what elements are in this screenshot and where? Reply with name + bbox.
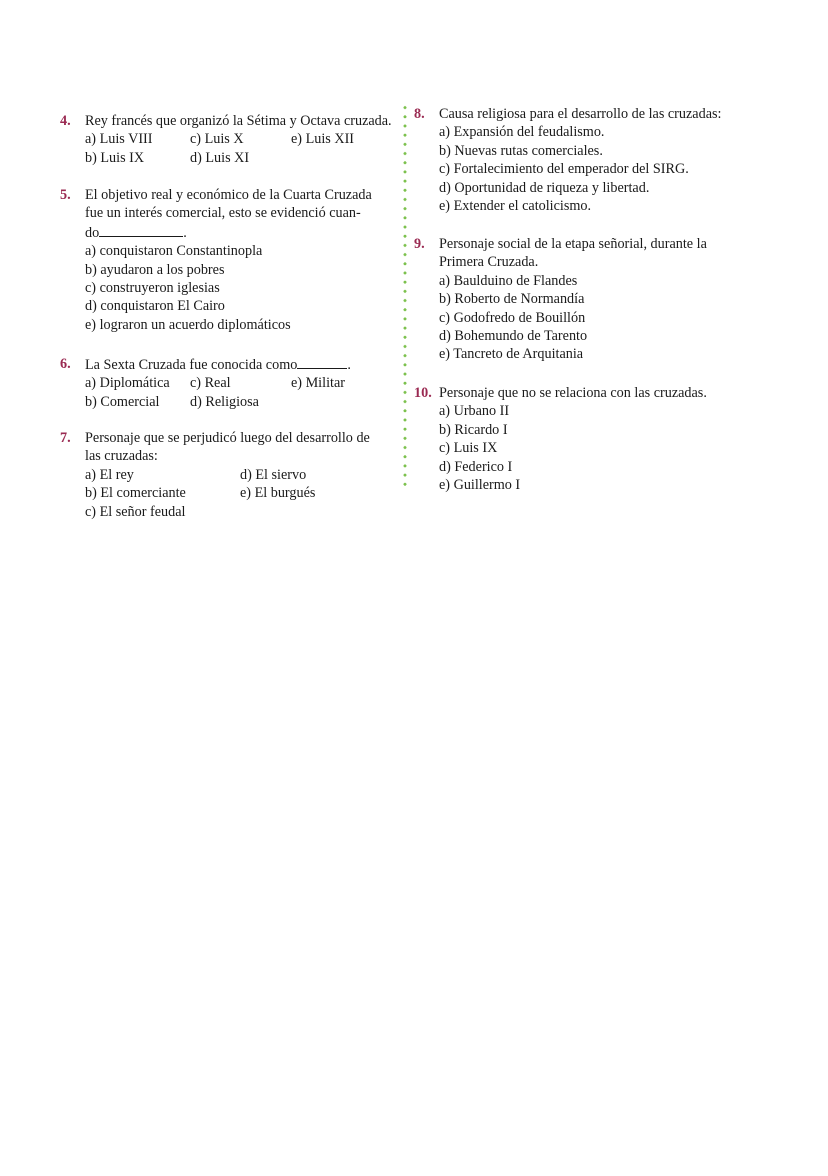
question-4-options (60, 130, 393, 167)
question-10-option-c[interactable]: c) Luis IX (439, 440, 498, 457)
question-9-option-a[interactable]: a) Baulduino de Flandes (439, 272, 578, 289)
question-7-line-2: las cruzadas: (85, 448, 158, 465)
question-5-number: 5. (60, 187, 71, 203)
column-divider (403, 103, 407, 488)
question-8-option-a[interactable]: a) Expansión del feudalismo. (439, 124, 605, 141)
question-5 (60, 186, 395, 334)
question-6-answer-blank[interactable] (297, 355, 347, 369)
question-9-option-b[interactable]: b) Roberto de Normandía (439, 291, 585, 308)
question-9 (414, 235, 748, 364)
question-5-answer-blank[interactable] (99, 223, 183, 237)
question-8-options (414, 123, 754, 215)
question-4-text: Rey francés que organizó la Sétima y Octava cruzada. (85, 113, 392, 129)
question-8 (414, 105, 754, 215)
question-9-line-2: Primera Cruzada. (439, 254, 539, 271)
question-5-stem (60, 186, 395, 242)
question-6-option-a[interactable]: a) Diplomática (85, 375, 170, 392)
question-7-option-a[interactable]: a) El rey (85, 466, 134, 483)
question-8-number: 8. (414, 106, 425, 122)
question-6-option-e[interactable]: e) Militar (291, 375, 345, 392)
question-6-stem (60, 355, 393, 374)
question-10-stem (414, 384, 754, 402)
question-9-option-e[interactable]: e) Tancreto de Arquitania (439, 346, 584, 363)
question-7-number: 7. (60, 430, 71, 446)
question-8-option-e[interactable]: e) Extender el catolicismo. (439, 198, 592, 215)
question-6 (60, 355, 393, 411)
question-6-text-end: . (347, 357, 351, 373)
question-4-number: 4. (60, 113, 71, 129)
question-9-option-c[interactable]: c) Godofredo de Bouillón (439, 309, 586, 326)
question-10-text: Personaje que no se relaciona con las cruzadas. (439, 385, 707, 401)
question-10-option-d[interactable]: d) Federico I (439, 458, 513, 475)
question-4-option-c[interactable]: c) Luis X (190, 131, 244, 148)
question-5-option-d[interactable]: d) conquistaron El Cairo (85, 298, 225, 315)
question-7-option-d[interactable]: d) El siervo (240, 466, 307, 483)
question-5-line-3-start: do (85, 224, 100, 241)
question-5-line-3 (85, 223, 395, 242)
question-5-option-c[interactable]: c) construyeron iglesias (85, 280, 220, 297)
question-5-line-3-end: . (183, 224, 187, 241)
question-4-option-b[interactable]: b) Luis IX (85, 149, 145, 166)
question-9-line-1: Personaje social de la etapa señorial, durante la (439, 236, 707, 252)
question-10 (414, 384, 754, 494)
question-4-option-a[interactable]: a) Luis VIII (85, 131, 153, 148)
question-5-line-1: El objetivo real y económico de la Cuarta Cruzada (85, 187, 372, 203)
question-8-option-c[interactable]: c) Fortalecimiento del emperador del SIRG. (439, 161, 689, 178)
question-4 (60, 112, 393, 167)
question-8-text: Causa religiosa para el desarrollo de las cruzadas: (439, 106, 722, 122)
question-6-number: 6. (60, 356, 71, 372)
question-6-text-start: La Sexta Cruzada fue conocida como (85, 357, 298, 373)
question-10-option-e[interactable]: e) Guillermo I (439, 477, 521, 494)
question-6-options (60, 374, 393, 411)
question-8-stem (414, 105, 754, 123)
question-8-option-d[interactable]: d) Oportunidad de riqueza y libertad. (439, 179, 650, 196)
question-5-line-2: fue un interés comercial, esto se evidenció cuan- (85, 205, 361, 222)
question-7 (60, 429, 395, 521)
question-6-option-c[interactable]: c) Real (190, 375, 231, 392)
question-10-number: 10. (414, 385, 432, 401)
question-4-option-e[interactable]: e) Luis XII (291, 131, 355, 148)
question-9-option-d[interactable]: d) Bohemundo de Tarento (439, 328, 588, 345)
question-6-option-b[interactable]: b) Comercial (85, 393, 160, 410)
question-9-options (414, 272, 748, 364)
question-7-option-b[interactable]: b) El comerciante (85, 485, 186, 502)
question-6-option-d[interactable]: d) Religiosa (190, 393, 259, 410)
question-9-stem (414, 235, 748, 272)
question-7-option-c[interactable]: c) El señor feudal (85, 503, 186, 520)
question-8-option-b[interactable]: b) Nuevas rutas comerciales. (439, 142, 603, 159)
question-9-number: 9. (414, 236, 425, 252)
question-7-options (60, 466, 395, 521)
question-4-option-d[interactable]: d) Luis XI (190, 149, 250, 166)
question-7-option-e[interactable]: e) El burgués (240, 485, 316, 502)
question-4-stem (60, 112, 393, 130)
question-5-option-a[interactable]: a) conquistaron Constantinopla (85, 243, 263, 260)
question-10-option-a[interactable]: a) Urbano II (439, 403, 510, 420)
question-10-options (414, 402, 754, 494)
question-5-options (60, 242, 395, 334)
question-5-option-e[interactable]: e) lograron un acuerdo diplomáticos (85, 316, 291, 333)
question-7-stem (60, 429, 395, 466)
question-5-option-b[interactable]: b) ayudaron a los pobres (85, 261, 225, 278)
question-10-option-b[interactable]: b) Ricardo I (439, 421, 508, 438)
question-7-line-1: Personaje que se perjudicó luego del desarrollo de (85, 430, 370, 446)
